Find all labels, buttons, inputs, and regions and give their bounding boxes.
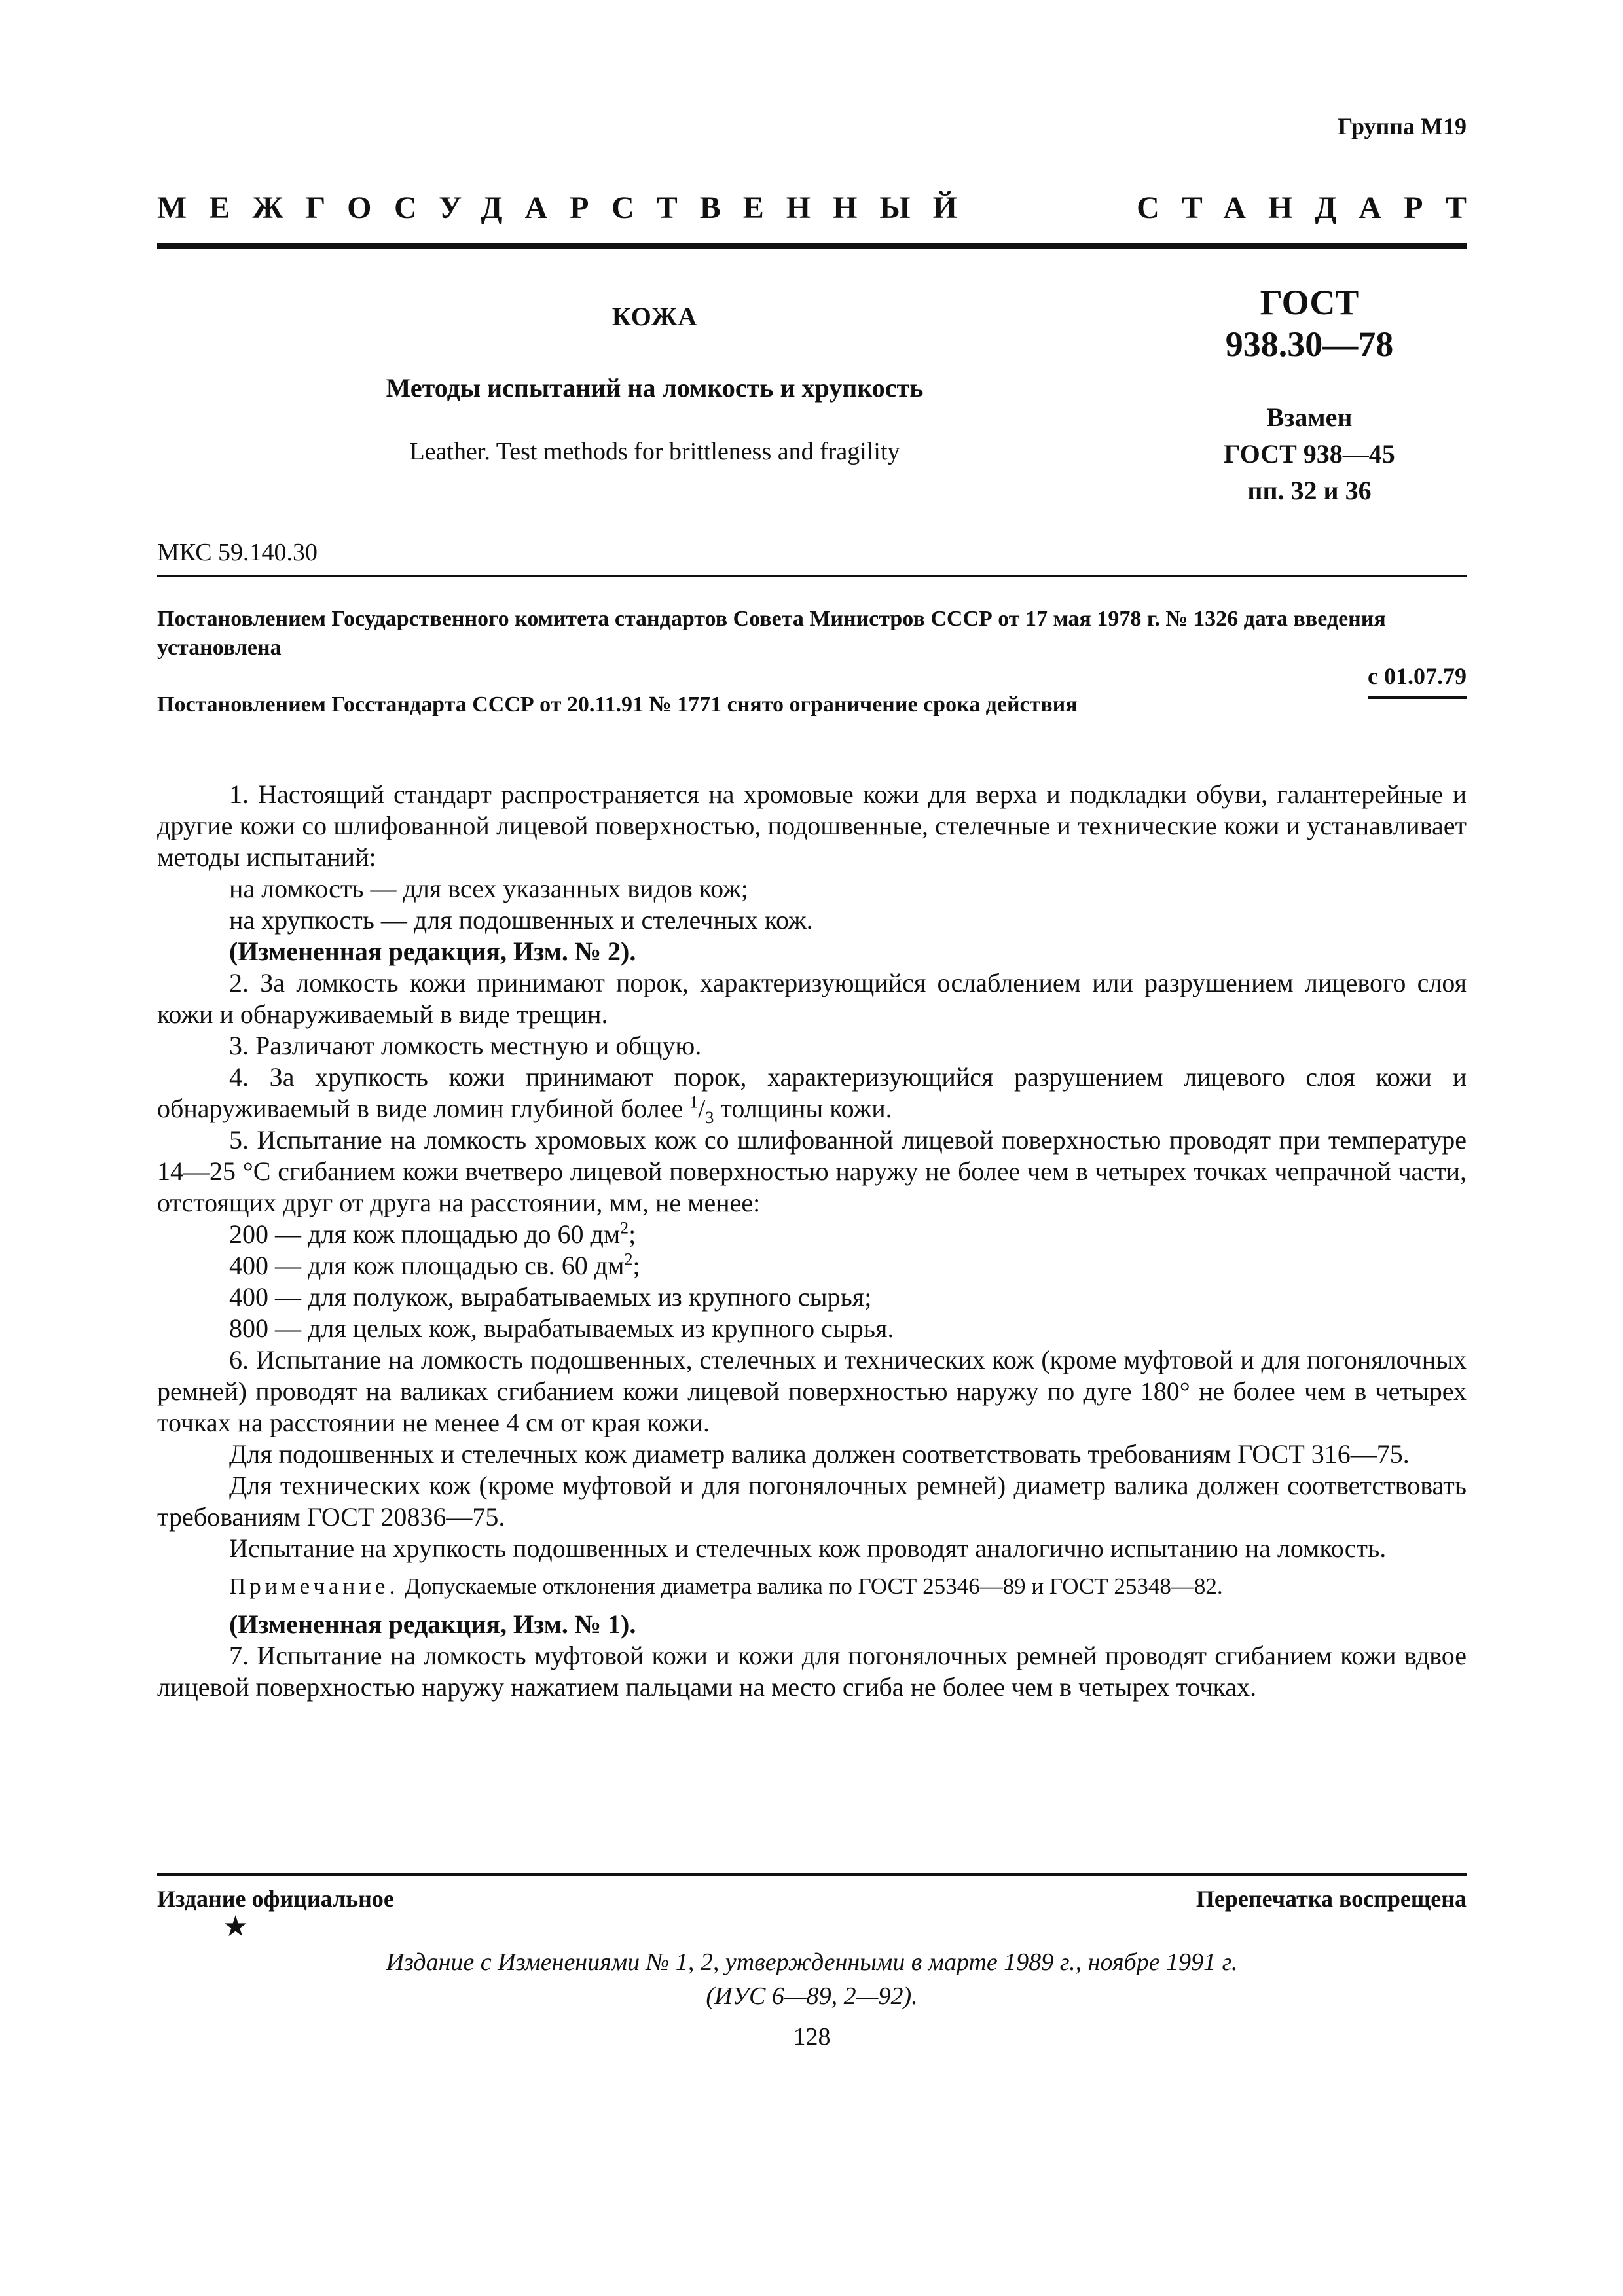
edition-note-line-2: (ИУС 6—89, 2—92). [706, 1982, 918, 2010]
decree-second: Постановлением Госстандарта СССР от 20.11.91 № 1771 снято ограничение срока действия [157, 692, 1078, 717]
group-code: Группа М19 [1338, 113, 1467, 139]
clause-6-fragility: Испытание на хрупкость подошвенных и стелечных кож проводят аналогично испытанию на ломкость. [229, 1534, 1387, 1563]
clause-5-semicolon: ; [629, 1219, 636, 1249]
clause-5-item-whole-leather: 800 — для целых кож, вырабатываемых из крупного сырья. [229, 1314, 894, 1343]
document-subtitle: Методы испытаний на ломкость и хрупкость [386, 373, 924, 403]
clause-5-item-200-text: 200 — для кож площадью до 60 дм [229, 1219, 621, 1249]
banner-word-standard: СТАНДАРТ [1137, 190, 1489, 225]
official-edition: Издание официальное [157, 1886, 394, 1912]
document-body [157, 779, 1467, 1703]
header-divider [157, 243, 1467, 249]
introduction-date: с 01.07.79 [1368, 662, 1467, 699]
clause-5-semicolon: ; [632, 1251, 640, 1280]
clause-6: 6. Испытание на ломкость подошвенных, стелечных и технических кож (кроме муфтовой и для погонялочных ремней) проводят на валиках сгибанием кожи лицевой поверхностью наружу по дуге 180° не более чем в четырех точках на расстоянии не менее 4 см от края кожи. [157, 1345, 1467, 1437]
footer-divider [157, 1873, 1467, 1876]
square-superscript: 2 [624, 1249, 633, 1269]
mks-code: МКС 59.140.30 [157, 539, 318, 566]
note [157, 1571, 1467, 1602]
note-text: Допускаемые отклонения диаметра валика по ГОСТ 25346—89 и ГОСТ 25348—82. [399, 1573, 1223, 1599]
document-page [157, 0, 1489, 2296]
replaces-standard: ГОСТ 938—45 [1224, 439, 1395, 469]
english-title: Leather. Test methods for brittleness and fragility [409, 438, 900, 465]
edition-note [157, 1945, 1467, 2013]
revision-note-2: (Измененная редакция, Изм. № 2). [229, 937, 636, 966]
clause-1: 1. Настоящий стандарт распространяется на хромовые кожи для верха и подкладки обуви, галантерейные и другие кожи со шлифованной лицевой поверхностью, подошвенные, стелечные и технические кожи и устанавливает методы испытаний: [157, 780, 1467, 872]
clause-1-item-brittleness: на ломкость — для всех указанных видов кож; [229, 874, 748, 903]
edition-note-line-1: Издание с Изменениями № 1, 2, утвержденными в марте 1989 г., ноябре 1991 г. [386, 1948, 1238, 1976]
clause-7: 7. Испытание на ломкость муфтовой кожи и кожи для погонялочных ремней проводят сгибанием кожи вдвое лицевой поверхностью наружу нажатием пальцами на место сгиба не более чем в четырех точках. [157, 1641, 1467, 1702]
reprint-prohibited: Перепечатка воспрещена [1195, 1886, 1467, 1912]
clause-4: 4. За хрупкость кожи принимают порок, характеризующийся разрушением лицевого слоя кожи и обнаруживаемый в виде ломин глубиной более $^1/_3$ толщины кожи. [157, 1062, 1467, 1127]
clause-5-item-400 [157, 1250, 1467, 1282]
clause-5-item-half-leather: 400 — для полукож, вырабатываемых из крупного сырья; [229, 1282, 872, 1312]
gost-designation [1152, 281, 1467, 509]
clause-6-roller-technical: Для технических кож (кроме муфтовой и для погонялочных ремней) диаметр валика должен соответствовать требованиям ГОСТ 20836—75. [157, 1471, 1467, 1532]
gost-label: ГОСТ [1260, 283, 1359, 322]
clause-1-item-fragility: на хрупкость — для подошвенных и стелечных кож. [229, 905, 813, 935]
star-icon: ★ [223, 1910, 249, 1943]
clause-6-roller-sole: Для подошвенных и стелечных кож диаметр валика должен соответствовать требованиям ГОСТ 316—75. [229, 1439, 1410, 1469]
fraction-denominator: 3 [705, 1108, 714, 1127]
document-title: КОЖА [611, 302, 698, 331]
revision-note-1: (Измененная редакция, Изм. № 1). [229, 1609, 636, 1639]
standard-banner [157, 190, 1489, 226]
decree-first: Постановлением Государственного комитета стандартов Совета Министров СССР от 17 мая 1978 г. № 1326 дата введения установлена [157, 607, 1386, 660]
clause-5-item-200 [157, 1219, 1467, 1250]
clause-3: 3. Различают ломкость местную и общую. [229, 1031, 702, 1060]
fraction-numerator: 1 [689, 1092, 699, 1112]
gost-number: 938.30—78 [1225, 325, 1394, 364]
banner-word-interstate: МЕЖГОСУДАРСТВЕННЫЙ [157, 190, 979, 225]
square-superscript: 2 [620, 1218, 629, 1238]
note-label: Примечание. [229, 1573, 399, 1599]
page-number: 128 [793, 2023, 831, 2051]
clause-2: 2. За ломкость кожи принимают порок, характеризующийся ослаблением или разрушением лицевого слоя кожи и обнаруживаемый в виде трещин. [157, 968, 1467, 1029]
replaces-label: Взамен [1266, 403, 1353, 432]
clause-4-end: толщины кожи. [714, 1094, 892, 1123]
title-block [157, 301, 1152, 466]
replaces-items: пп. 32 и 36 [1247, 476, 1372, 505]
mks-divider [157, 575, 1467, 577]
clause-5-item-400-text: 400 — для кож площадью св. 60 дм [229, 1251, 625, 1280]
clause-4-start: 4. За хрупкость кожи принимают порок, характеризующийся разрушением лицевого слоя кожи и обнаруживаемый в виде ломин глубиной более [157, 1062, 1467, 1123]
clause-5: 5. Испытание на ломкость хромовых кож со шлифованной лицевой поверхностью проводят при температуре 14—25 °С сгибанием кожи вчетверо лицевой поверхностью наружу не более чем в четырех точках чепрачной части, отстоящих друг от друга на расстоянии, мм, не менее: [157, 1125, 1467, 1217]
